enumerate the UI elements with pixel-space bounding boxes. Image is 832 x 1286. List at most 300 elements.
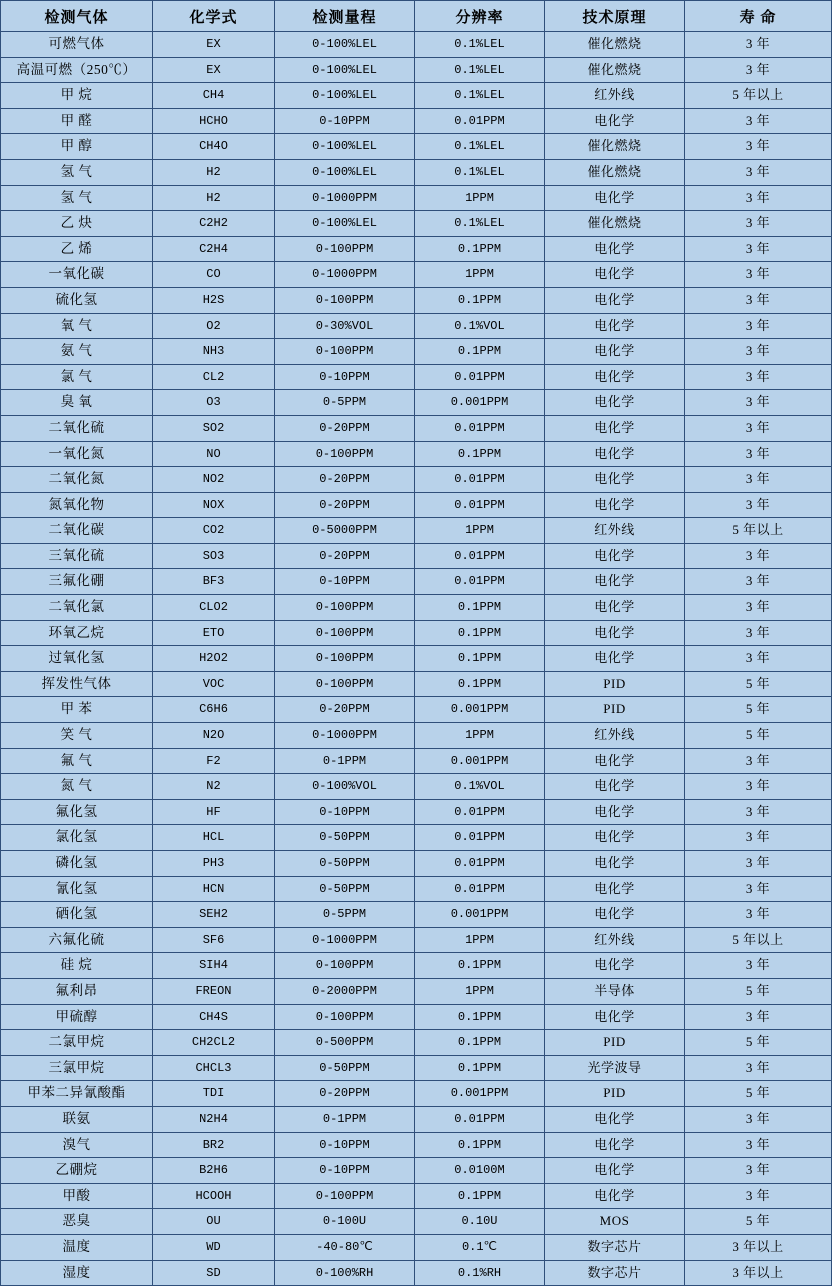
cell-resolution: 0.1%LEL xyxy=(415,83,545,109)
cell-gas: 甲 苯 xyxy=(1,697,153,723)
cell-formula: HCN xyxy=(153,876,275,902)
cell-range: 0-100%LEL xyxy=(275,32,415,58)
cell-technology: 电化学 xyxy=(545,313,685,339)
cell-gas: 联氨 xyxy=(1,1106,153,1132)
cell-lifetime: 3 年 xyxy=(685,569,832,595)
table-row xyxy=(1,211,832,237)
column-header-range: 检测量程 xyxy=(275,1,415,32)
table-row xyxy=(1,620,832,646)
cell-technology: 电化学 xyxy=(545,339,685,365)
cell-resolution: 0.01PPM xyxy=(415,876,545,902)
cell-gas: 氯化氢 xyxy=(1,825,153,851)
cell-range: 0-100U xyxy=(275,1209,415,1235)
cell-range: 0-100PPM xyxy=(275,671,415,697)
cell-resolution: 0.1PPM xyxy=(415,1055,545,1081)
table-row xyxy=(1,902,832,928)
cell-formula: H2S xyxy=(153,287,275,313)
cell-formula: C2H2 xyxy=(153,211,275,237)
cell-resolution: 1PPM xyxy=(415,185,545,211)
cell-resolution: 0.001PPM xyxy=(415,748,545,774)
cell-formula: HCL xyxy=(153,825,275,851)
cell-gas: 三氧化硫 xyxy=(1,543,153,569)
cell-resolution: 0.10U xyxy=(415,1209,545,1235)
cell-formula: N2O xyxy=(153,723,275,749)
cell-resolution: 0.1PPM xyxy=(415,1183,545,1209)
cell-technology: 电化学 xyxy=(545,1004,685,1030)
cell-resolution: 0.1PPM xyxy=(415,671,545,697)
cell-technology: 半导体 xyxy=(545,978,685,1004)
table-row xyxy=(1,697,832,723)
cell-resolution: 0.01PPM xyxy=(415,415,545,441)
cell-gas: 挥发性气体 xyxy=(1,671,153,697)
cell-technology: 电化学 xyxy=(545,543,685,569)
table-row xyxy=(1,159,832,185)
cell-technology: 电化学 xyxy=(545,953,685,979)
cell-technology: 电化学 xyxy=(545,620,685,646)
cell-gas: 乙 烯 xyxy=(1,236,153,262)
column-header-lifetime: 寿 命 xyxy=(685,1,832,32)
table-row xyxy=(1,32,832,58)
table-row xyxy=(1,1260,832,1286)
cell-technology: PID xyxy=(545,671,685,697)
cell-gas: 可燃气体 xyxy=(1,32,153,58)
cell-lifetime: 3 年 xyxy=(685,595,832,621)
column-header-resolution: 分辨率 xyxy=(415,1,545,32)
cell-gas: 氮 气 xyxy=(1,774,153,800)
cell-formula: SO3 xyxy=(153,543,275,569)
column-header-gas: 检测气体 xyxy=(1,1,153,32)
cell-formula: OU xyxy=(153,1209,275,1235)
cell-gas: 氧 气 xyxy=(1,313,153,339)
cell-gas: 温度 xyxy=(1,1234,153,1260)
cell-resolution: 0.1%LEL xyxy=(415,159,545,185)
table-row xyxy=(1,83,832,109)
cell-technology: 电化学 xyxy=(545,825,685,851)
cell-resolution: 0.01PPM xyxy=(415,825,545,851)
cell-resolution: 0.1%LEL xyxy=(415,211,545,237)
cell-formula: H2O2 xyxy=(153,646,275,672)
table-row xyxy=(1,825,832,851)
cell-resolution: 0.1PPM xyxy=(415,953,545,979)
cell-gas: 二氧化硫 xyxy=(1,415,153,441)
cell-resolution: 1PPM xyxy=(415,262,545,288)
cell-range: 0-10PPM xyxy=(275,108,415,134)
cell-lifetime: 3 年 xyxy=(685,415,832,441)
cell-gas: 一氧化碳 xyxy=(1,262,153,288)
cell-range: 0-100PPM xyxy=(275,646,415,672)
cell-resolution: 0.001PPM xyxy=(415,902,545,928)
cell-lifetime: 5 年 xyxy=(685,671,832,697)
table-row xyxy=(1,543,832,569)
table-row xyxy=(1,1183,832,1209)
cell-technology: 电化学 xyxy=(545,441,685,467)
table-row xyxy=(1,185,832,211)
cell-gas: 甲 醛 xyxy=(1,108,153,134)
table-row xyxy=(1,134,832,160)
cell-gas: 氯 气 xyxy=(1,364,153,390)
cell-formula: F2 xyxy=(153,748,275,774)
cell-range: 0-10PPM xyxy=(275,1158,415,1184)
cell-range: 0-50PPM xyxy=(275,851,415,877)
cell-resolution: 0.1%VOL xyxy=(415,774,545,800)
cell-resolution: 0.01PPM xyxy=(415,364,545,390)
cell-technology: 电化学 xyxy=(545,1183,685,1209)
cell-formula: CH4O xyxy=(153,134,275,160)
cell-range: 0-20PPM xyxy=(275,492,415,518)
cell-gas: 甲 醇 xyxy=(1,134,153,160)
cell-lifetime: 3 年 xyxy=(685,159,832,185)
cell-technology: 催化燃烧 xyxy=(545,159,685,185)
table-row xyxy=(1,1106,832,1132)
cell-lifetime: 3 年 xyxy=(685,620,832,646)
cell-technology: 电化学 xyxy=(545,646,685,672)
cell-range: 0-100%LEL xyxy=(275,57,415,83)
cell-gas: 甲酸 xyxy=(1,1183,153,1209)
cell-lifetime: 3 年 xyxy=(685,390,832,416)
cell-lifetime: 5 年 xyxy=(685,1030,832,1056)
cell-lifetime: 3 年 xyxy=(685,1055,832,1081)
cell-lifetime: 3 年以上 xyxy=(685,1260,832,1286)
cell-technology: 电化学 xyxy=(545,1158,685,1184)
cell-resolution: 0.1PPM xyxy=(415,287,545,313)
cell-range: 0-100PPM xyxy=(275,1004,415,1030)
cell-range: 0-1PPM xyxy=(275,1106,415,1132)
table-row xyxy=(1,799,832,825)
cell-range: 0-50PPM xyxy=(275,825,415,851)
cell-lifetime: 3 年 xyxy=(685,799,832,825)
cell-formula: NO2 xyxy=(153,467,275,493)
column-header-technology: 技术原理 xyxy=(545,1,685,32)
cell-gas: 二氯甲烷 xyxy=(1,1030,153,1056)
cell-gas: 过氧化氢 xyxy=(1,646,153,672)
cell-formula: O2 xyxy=(153,313,275,339)
cell-range: 0-10PPM xyxy=(275,569,415,595)
cell-range: 0-1000PPM xyxy=(275,927,415,953)
cell-resolution: 0.1PPM xyxy=(415,236,545,262)
cell-gas: 硫化氢 xyxy=(1,287,153,313)
cell-range: 0-100%LEL xyxy=(275,83,415,109)
cell-technology: 催化燃烧 xyxy=(545,134,685,160)
cell-technology: 红外线 xyxy=(545,723,685,749)
cell-technology: 电化学 xyxy=(545,287,685,313)
cell-lifetime: 3 年 xyxy=(685,492,832,518)
cell-range: 0-100PPM xyxy=(275,441,415,467)
cell-resolution: 0.01PPM xyxy=(415,1106,545,1132)
cell-range: 0-100PPM xyxy=(275,287,415,313)
table-row xyxy=(1,57,832,83)
cell-formula: CH4S xyxy=(153,1004,275,1030)
cell-technology: 电化学 xyxy=(545,467,685,493)
cell-technology: 电化学 xyxy=(545,236,685,262)
cell-resolution: 0.1PPM xyxy=(415,441,545,467)
cell-resolution: 0.1PPM xyxy=(415,646,545,672)
cell-gas: 乙硼烷 xyxy=(1,1158,153,1184)
cell-resolution: 1PPM xyxy=(415,723,545,749)
cell-gas: 氢 气 xyxy=(1,159,153,185)
cell-resolution: 0.0100M xyxy=(415,1158,545,1184)
cell-gas: 磷化氢 xyxy=(1,851,153,877)
table-row xyxy=(1,953,832,979)
cell-gas: 高温可燃（250℃） xyxy=(1,57,153,83)
cell-gas: 恶臭 xyxy=(1,1209,153,1235)
cell-technology: 电化学 xyxy=(545,851,685,877)
cell-technology: 电化学 xyxy=(545,748,685,774)
cell-technology: 催化燃烧 xyxy=(545,57,685,83)
cell-gas: 二氧化碳 xyxy=(1,518,153,544)
cell-formula: HCOOH xyxy=(153,1183,275,1209)
cell-gas: 六氟化硫 xyxy=(1,927,153,953)
cell-range: 0-100%LEL xyxy=(275,211,415,237)
cell-gas: 甲苯二异氰酸酯 xyxy=(1,1081,153,1107)
cell-lifetime: 3 年 xyxy=(685,57,832,83)
cell-technology: PID xyxy=(545,1030,685,1056)
cell-lifetime: 3 年 xyxy=(685,108,832,134)
cell-lifetime: 3 年 xyxy=(685,1183,832,1209)
cell-formula: C6H6 xyxy=(153,697,275,723)
cell-lifetime: 5 年 xyxy=(685,1209,832,1235)
cell-range: 0-2000PPM xyxy=(275,978,415,1004)
cell-lifetime: 3 年 xyxy=(685,774,832,800)
table-row xyxy=(1,339,832,365)
cell-lifetime: 5 年 xyxy=(685,697,832,723)
cell-lifetime: 3 年 xyxy=(685,32,832,58)
table-row xyxy=(1,1081,832,1107)
table-row xyxy=(1,467,832,493)
cell-technology: 数字芯片 xyxy=(545,1260,685,1286)
cell-formula: SIH4 xyxy=(153,953,275,979)
cell-gas: 硅 烷 xyxy=(1,953,153,979)
cell-lifetime: 3 年 xyxy=(685,825,832,851)
cell-range: 0-5PPM xyxy=(275,902,415,928)
cell-resolution: 0.01PPM xyxy=(415,467,545,493)
cell-formula: CH4 xyxy=(153,83,275,109)
cell-formula: SD xyxy=(153,1260,275,1286)
cell-technology: 电化学 xyxy=(545,492,685,518)
cell-technology: 数字芯片 xyxy=(545,1234,685,1260)
table-row xyxy=(1,441,832,467)
cell-lifetime: 3 年 xyxy=(685,211,832,237)
cell-lifetime: 5 年 xyxy=(685,723,832,749)
cell-technology: 红外线 xyxy=(545,927,685,953)
cell-technology: 电化学 xyxy=(545,595,685,621)
cell-technology: 电化学 xyxy=(545,774,685,800)
cell-resolution: 1PPM xyxy=(415,927,545,953)
cell-range: 0-1000PPM xyxy=(275,185,415,211)
cell-range: 0-5PPM xyxy=(275,390,415,416)
cell-lifetime: 3 年以上 xyxy=(685,1234,832,1260)
cell-resolution: 0.1PPM xyxy=(415,595,545,621)
cell-gas: 甲 烷 xyxy=(1,83,153,109)
cell-lifetime: 3 年 xyxy=(685,262,832,288)
cell-range: 0-1000PPM xyxy=(275,262,415,288)
cell-gas: 臭 氧 xyxy=(1,390,153,416)
cell-gas: 氰化氢 xyxy=(1,876,153,902)
table-row xyxy=(1,1030,832,1056)
cell-formula: BF3 xyxy=(153,569,275,595)
cell-lifetime: 3 年 xyxy=(685,851,832,877)
cell-range: 0-5000PPM xyxy=(275,518,415,544)
cell-formula: WD xyxy=(153,1234,275,1260)
cell-formula: EX xyxy=(153,32,275,58)
cell-resolution: 1PPM xyxy=(415,518,545,544)
table-row xyxy=(1,313,832,339)
table-row xyxy=(1,774,832,800)
cell-lifetime: 3 年 xyxy=(685,876,832,902)
cell-lifetime: 3 年 xyxy=(685,313,832,339)
cell-formula: SF6 xyxy=(153,927,275,953)
cell-technology: 红外线 xyxy=(545,518,685,544)
cell-resolution: 0.01PPM xyxy=(415,799,545,825)
cell-formula: C2H4 xyxy=(153,236,275,262)
cell-resolution: 0.1%RH xyxy=(415,1260,545,1286)
cell-resolution: 0.1PPM xyxy=(415,1132,545,1158)
cell-resolution: 1PPM xyxy=(415,978,545,1004)
cell-formula: B2H6 xyxy=(153,1158,275,1184)
cell-range: 0-20PPM xyxy=(275,1081,415,1107)
cell-gas: 乙 炔 xyxy=(1,211,153,237)
cell-resolution: 0.1%VOL xyxy=(415,313,545,339)
cell-range: 0-100PPM xyxy=(275,236,415,262)
cell-technology: 催化燃烧 xyxy=(545,32,685,58)
cell-range: 0-20PPM xyxy=(275,415,415,441)
cell-range: 0-100PPM xyxy=(275,595,415,621)
cell-range: 0-10PPM xyxy=(275,364,415,390)
cell-technology: 红外线 xyxy=(545,83,685,109)
cell-gas: 氢 气 xyxy=(1,185,153,211)
cell-range: 0-20PPM xyxy=(275,543,415,569)
cell-technology: 光学波导 xyxy=(545,1055,685,1081)
cell-technology: 电化学 xyxy=(545,108,685,134)
cell-technology: 电化学 xyxy=(545,569,685,595)
cell-formula: FREON xyxy=(153,978,275,1004)
cell-formula: NOX xyxy=(153,492,275,518)
cell-formula: VOC xyxy=(153,671,275,697)
cell-technology: PID xyxy=(545,697,685,723)
cell-range: 0-100%LEL xyxy=(275,159,415,185)
cell-lifetime: 3 年 xyxy=(685,1158,832,1184)
cell-lifetime: 3 年 xyxy=(685,287,832,313)
table-row xyxy=(1,1055,832,1081)
cell-lifetime: 3 年 xyxy=(685,748,832,774)
cell-gas: 氮氧化物 xyxy=(1,492,153,518)
cell-lifetime: 3 年 xyxy=(685,1106,832,1132)
cell-range: -40-80℃ xyxy=(275,1234,415,1260)
cell-technology: 电化学 xyxy=(545,1106,685,1132)
cell-resolution: 0.001PPM xyxy=(415,697,545,723)
cell-lifetime: 5 年以上 xyxy=(685,83,832,109)
table-row xyxy=(1,236,832,262)
cell-range: 0-50PPM xyxy=(275,876,415,902)
table-row xyxy=(1,1158,832,1184)
cell-formula: BR2 xyxy=(153,1132,275,1158)
cell-range: 0-100%RH xyxy=(275,1260,415,1286)
cell-technology: 电化学 xyxy=(545,876,685,902)
cell-formula: SO2 xyxy=(153,415,275,441)
cell-range: 0-100PPM xyxy=(275,620,415,646)
cell-formula: H2 xyxy=(153,159,275,185)
table-row xyxy=(1,1234,832,1260)
cell-resolution: 0.01PPM xyxy=(415,108,545,134)
cell-range: 0-100%LEL xyxy=(275,134,415,160)
cell-formula: EX xyxy=(153,57,275,83)
table-row xyxy=(1,876,832,902)
cell-lifetime: 3 年 xyxy=(685,543,832,569)
cell-formula: NH3 xyxy=(153,339,275,365)
cell-lifetime: 5 年 xyxy=(685,978,832,1004)
cell-technology: 催化燃烧 xyxy=(545,211,685,237)
table-row xyxy=(1,1132,832,1158)
cell-lifetime: 3 年 xyxy=(685,467,832,493)
table-row xyxy=(1,671,832,697)
cell-technology: PID xyxy=(545,1081,685,1107)
cell-lifetime: 3 年 xyxy=(685,902,832,928)
cell-lifetime: 5 年 xyxy=(685,1081,832,1107)
cell-gas: 氟化氢 xyxy=(1,799,153,825)
table-row xyxy=(1,569,832,595)
cell-gas: 笑 气 xyxy=(1,723,153,749)
cell-lifetime: 3 年 xyxy=(685,441,832,467)
cell-range: 0-1PPM xyxy=(275,748,415,774)
cell-gas: 二氧化氯 xyxy=(1,595,153,621)
cell-formula: PH3 xyxy=(153,851,275,877)
cell-technology: 电化学 xyxy=(545,185,685,211)
cell-formula: H2 xyxy=(153,185,275,211)
cell-resolution: 0.01PPM xyxy=(415,569,545,595)
cell-lifetime: 3 年 xyxy=(685,1004,832,1030)
cell-gas: 氟 气 xyxy=(1,748,153,774)
cell-formula: HF xyxy=(153,799,275,825)
cell-technology: 电化学 xyxy=(545,902,685,928)
table-row xyxy=(1,1004,832,1030)
cell-formula: CO xyxy=(153,262,275,288)
cell-lifetime: 3 年 xyxy=(685,646,832,672)
cell-gas: 湿度 xyxy=(1,1260,153,1286)
cell-gas: 二氧化氮 xyxy=(1,467,153,493)
table-row xyxy=(1,287,832,313)
cell-resolution: 0.1PPM xyxy=(415,620,545,646)
cell-lifetime: 5 年以上 xyxy=(685,927,832,953)
cell-gas: 溴气 xyxy=(1,1132,153,1158)
cell-formula: CO2 xyxy=(153,518,275,544)
table-row xyxy=(1,390,832,416)
cell-lifetime: 3 年 xyxy=(685,364,832,390)
cell-technology: 电化学 xyxy=(545,262,685,288)
table-row xyxy=(1,851,832,877)
table-row xyxy=(1,978,832,1004)
cell-range: 0-10PPM xyxy=(275,1132,415,1158)
cell-range: 0-100PPM xyxy=(275,339,415,365)
table-row xyxy=(1,262,832,288)
cell-resolution: 0.1℃ xyxy=(415,1234,545,1260)
cell-range: 0-10PPM xyxy=(275,799,415,825)
cell-technology: MOS xyxy=(545,1209,685,1235)
table-header-row xyxy=(1,1,832,32)
cell-formula: CL2 xyxy=(153,364,275,390)
cell-lifetime: 3 年 xyxy=(685,953,832,979)
cell-technology: 电化学 xyxy=(545,364,685,390)
table-row xyxy=(1,595,832,621)
cell-gas: 甲硫醇 xyxy=(1,1004,153,1030)
table-row xyxy=(1,748,832,774)
cell-range: 0-1000PPM xyxy=(275,723,415,749)
cell-resolution: 0.01PPM xyxy=(415,492,545,518)
cell-formula: TDI xyxy=(153,1081,275,1107)
cell-lifetime: 3 年 xyxy=(685,1132,832,1158)
cell-resolution: 0.01PPM xyxy=(415,543,545,569)
cell-formula: CLO2 xyxy=(153,595,275,621)
table-row xyxy=(1,1209,832,1235)
cell-gas: 氨 气 xyxy=(1,339,153,365)
